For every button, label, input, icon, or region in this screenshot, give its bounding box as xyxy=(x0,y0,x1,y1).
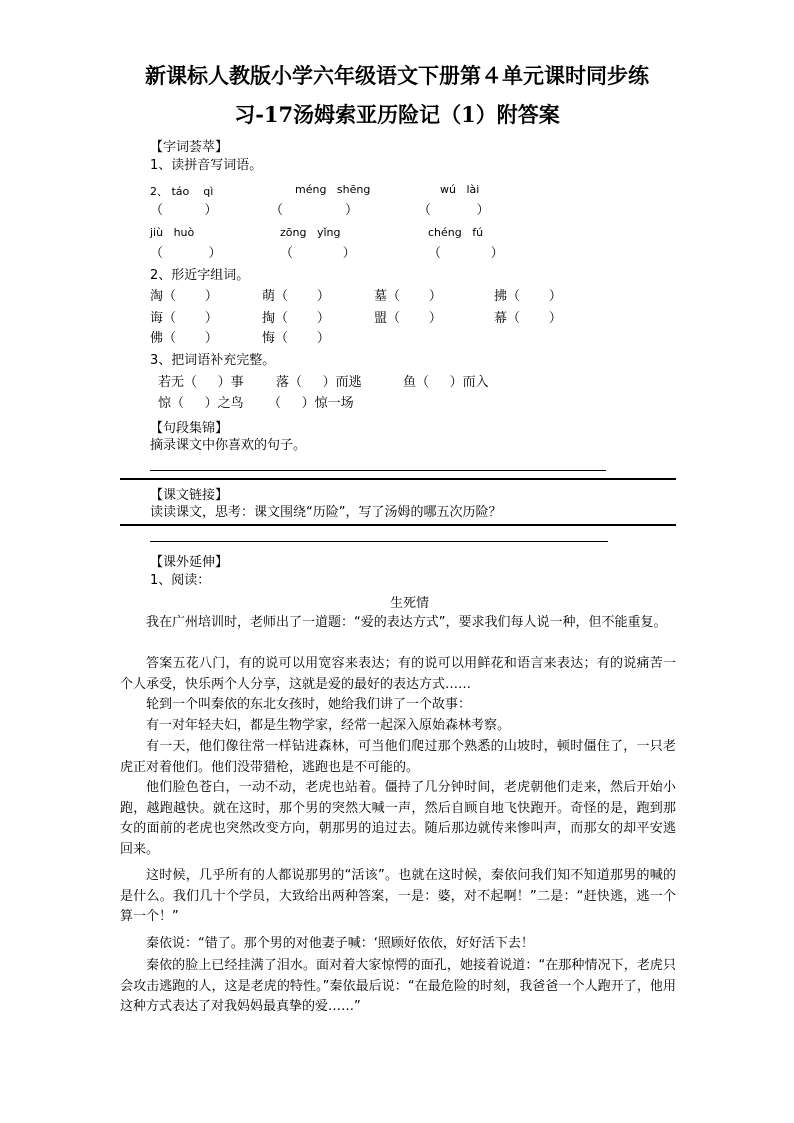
section-divider xyxy=(120,478,676,480)
char-word-item[interactable]: 悔（ ） xyxy=(262,331,330,346)
text-link-prompt: 读读课文，思考：课文围绕“历险”，写了汤姆的哪五次历险？ xyxy=(150,505,502,520)
answer-line[interactable] xyxy=(150,541,608,542)
answer-blank[interactable]: （ ） xyxy=(150,246,222,261)
char-word-item[interactable]: 萌（ ） xyxy=(262,289,330,304)
question-3-label: 3、把词语补充完整。 xyxy=(150,353,276,368)
pinyin-item: chéng fú xyxy=(428,226,484,239)
story-paragraph: 这时候，几乎所有的人都说那男的“活该”。也就在这时候，秦依问我们知不知道那男的喊的是什么。我们几十个学员，大致给出两种答案，一是：婆，对不起啊！”二是：“赶快逃，逃一个算一个！” xyxy=(120,868,676,924)
char-word-item[interactable]: 盟（ ） xyxy=(374,311,442,326)
answer-blank[interactable]: （ ） xyxy=(150,203,218,218)
excerpt-prompt: 摘录课文中你喜欢的句子。 xyxy=(150,438,307,453)
pinyin-item: wú lài xyxy=(440,183,480,196)
story-paragraph: 有一天，他们像往常一样钻进森林，可当他们爬过那个熟悉的山坡时，顿时僵住了，一只老虎正对着他们。他们没带猎枪，逃跑也是不可能的。 xyxy=(120,739,676,775)
section-heading-extension: 【课外延伸】 xyxy=(150,555,229,570)
answer-blank[interactable]: （ ） xyxy=(418,203,490,218)
pinyin-item: jiù huò xyxy=(150,226,195,239)
char-word-item[interactable]: 拂（ ） xyxy=(494,289,562,304)
char-word-item[interactable]: 墓（ ） xyxy=(374,289,442,304)
story-paragraph: 轮到一个叫秦依的东北女孩时，她给我们讲了一个故事： xyxy=(146,697,472,712)
answer-line[interactable] xyxy=(150,470,606,471)
reading-question-label: 1、阅读： xyxy=(150,573,211,588)
story-paragraph: 秦依的脸上已经挂满了泪水。面对着大家惊愕的面孔，她接着说道：“在那种情况下，老虎只会攻击逃跑的人，这是老虎的特性。”秦依最后说：“在最危险的时刻，我爸爸一个人跑开了，他用这种方式表达了对我妈妈最真挚的爱……” xyxy=(120,958,676,1014)
char-word-item[interactable]: 幕（ ） xyxy=(494,311,562,326)
idiom-item[interactable]: 惊（ ）之鸟 xyxy=(158,396,244,411)
idiom-item[interactable]: 落（ ）而逃 xyxy=(276,375,362,390)
question-1-label: 1、读拼音写词语。 xyxy=(150,158,263,173)
char-word-item[interactable]: 诲（ ） xyxy=(150,311,218,326)
story-paragraph: 有一对年轻夫妇，都是生物学家，经常一起深入原始森林考察。 xyxy=(146,718,511,733)
pinyin-item: zōng yǐng xyxy=(280,226,341,239)
story-paragraph: 我在广州培训时，老师出了一道题：“爱的表达方式”，要求我们每人说一种，但不能重复。 xyxy=(146,615,667,630)
answer-blank[interactable]: （ ） xyxy=(280,246,356,261)
story-title: 生死情 xyxy=(390,596,430,611)
page-title-line-2: 习-17汤姆索亚历险记（1）附答案 xyxy=(234,102,560,127)
answer-blank[interactable]: （ ） xyxy=(270,203,358,218)
page-title-line-1: 新课标人教版小学六年级语文下册第４单元课时同步练 xyxy=(145,63,649,88)
section-heading-excerpts: 【句段集锦】 xyxy=(150,421,229,436)
char-word-item[interactable]: 佛（ ） xyxy=(150,331,218,346)
char-word-item[interactable]: 掏（ ） xyxy=(262,311,330,326)
section-heading-vocabulary: 【字词荟萃】 xyxy=(150,140,229,155)
section-divider xyxy=(120,524,676,526)
answer-blank[interactable]: （ ） xyxy=(428,246,504,261)
pinyin-item: 2、 táo qì xyxy=(150,185,214,198)
story-paragraph: 秦依说：“错了。那个男的对他妻子喊：‘照顾好依依，好好活下去！ xyxy=(146,936,534,951)
idiom-item[interactable]: （ ）惊一场 xyxy=(268,396,354,411)
story-paragraph: 他们脸色苍白，一动不动，老虎也站着。僵持了几分钟时间，老虎朝他们走来，然后开始小跑，越跑越快。就在这时，那个男的突然大喊一声，然后自顾自地飞快跑开。奇怪的是，跑到那女的面前的老虎也突然改变方向，朝那男的追过去。随后那边就传来惨叫声，而那女的却平安逃回来。 xyxy=(120,780,676,857)
pinyin-item: méng shēng xyxy=(295,183,371,196)
question-2-label: 2、形近字组词。 xyxy=(150,268,250,283)
section-heading-text-link: 【课文链接】 xyxy=(150,488,229,503)
idiom-item[interactable]: 若无（ ）事 xyxy=(158,375,244,390)
story-paragraph: 答案五花八门，有的说可以用宽容来表达；有的说可以用鲜花和语言来表达；有的说痛苦一个人承受，快乐两个人分享，这就是爱的最好的表达方式…… xyxy=(120,656,676,692)
char-word-item[interactable]: 淘（ ） xyxy=(150,289,218,304)
idiom-item[interactable]: 鱼（ ）而入 xyxy=(403,375,489,390)
